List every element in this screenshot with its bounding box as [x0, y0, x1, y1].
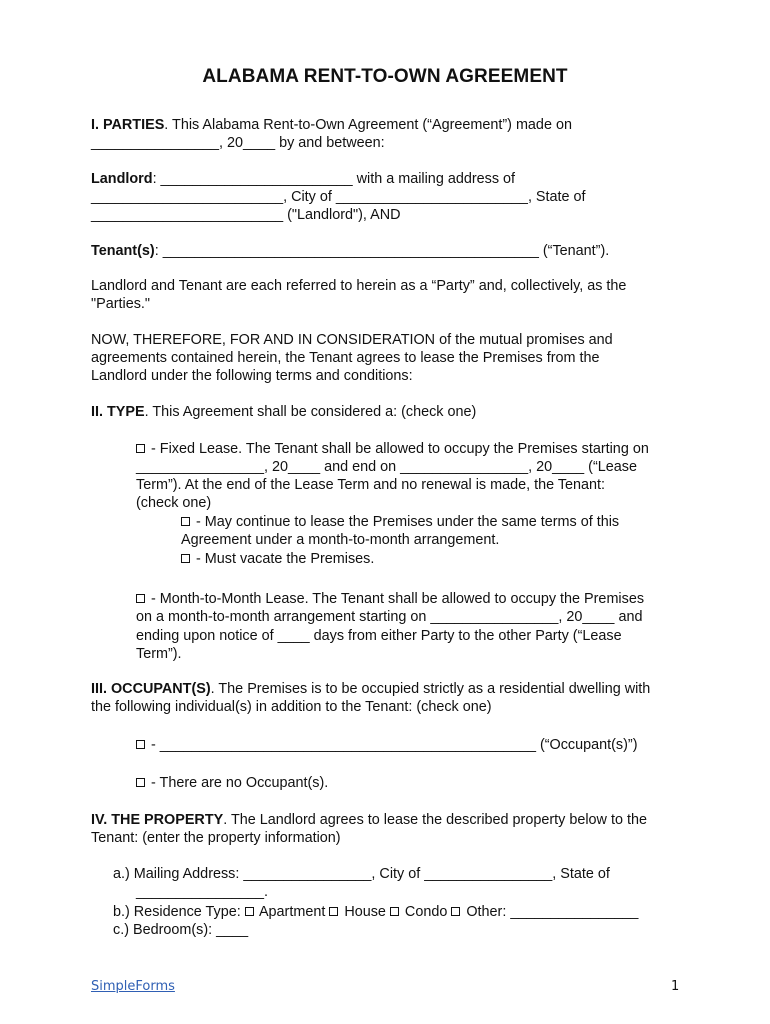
tenant-label: Tenant(s)	[91, 243, 155, 259]
document-title: ALABAMA RENT-TO-OWN AGREEMENT	[202, 66, 568, 87]
type-heading: II. TYPE	[91, 404, 145, 420]
landlord-line-2: ________________________, City of ________________________, State of	[91, 189, 586, 205]
vacate-option-line: - Must vacate the Premises.	[181, 550, 374, 568]
fixed-lease-line-1: - Fixed Lease. The Tenant shall be allowed to occupy the Premises starting on	[136, 440, 649, 458]
no-occupants-checkbox[interactable]	[136, 778, 145, 787]
property-residence-type: b.) Residence Type: Apartment House Condo Other: ________________	[113, 904, 639, 920]
party-definition-line-2: "Parties."	[91, 296, 151, 312]
other-checkbox[interactable]	[451, 907, 460, 916]
landlord-line-1: Landlord: ________________________ with a mailing address of	[91, 171, 516, 187]
type-line: II. TYPE. This Agreement shall be considered a: (check one)	[91, 404, 477, 420]
occupants-line-1: III. OCCUPANT(S). The Premises is to be occupied strictly as a residential dwelling with	[91, 681, 651, 697]
property-line-1: IV. THE PROPERTY. The Landlord agrees to lease the described property below to the	[91, 812, 647, 828]
condo-checkbox[interactable]	[390, 907, 399, 916]
apartment-checkbox[interactable]	[245, 907, 254, 916]
property-bedrooms: c.) Bedroom(s): ____	[113, 922, 249, 938]
monthly-lease-line-3: ending upon notice of ____ days from either Party to the other Party (“Lease	[136, 628, 622, 644]
parties-heading: I. PARTIES	[91, 117, 165, 133]
renew-option-line-2: Agreement under a month-to-month arrangement.	[181, 532, 500, 548]
parties-line-2: ________________, 20____ by and between:	[91, 135, 385, 151]
landlord-line-3: ________________________ ("Landlord"), AND	[91, 207, 401, 223]
landlord-label: Landlord	[91, 171, 153, 187]
page-number: 1	[671, 979, 680, 994]
renew-option-line-1: - May continue to lease the Premises under the same terms of this	[181, 513, 619, 531]
monthly-lease-line-1: - Month-to-Month Lease. The Tenant shall be allowed to occupy the Premises	[136, 590, 644, 608]
fixed-lease-line-4: (check one)	[136, 495, 212, 511]
month-to-month-lease-checkbox[interactable]	[136, 594, 145, 603]
occupants-option-none: - There are no Occupant(s).	[136, 774, 328, 792]
party-definition-line-1: Landlord and Tenant are each referred to herein as a “Party” and, collectively, as the	[91, 278, 627, 294]
fixed-lease-line-3: Term”). At the end of the Lease Term and no renewal is made, the Tenant:	[136, 477, 606, 493]
occupants-heading: III. OCCUPANT(S)	[91, 681, 211, 697]
footer-brand-link[interactable]: SimpleForms	[91, 979, 175, 994]
property-address-line-2: ________________.	[136, 884, 269, 900]
occupants-option-named: - _______________________________________________ (“Occupant(s)”)	[136, 736, 638, 754]
property-line-2: Tenant: (enter the property information)	[91, 830, 341, 846]
house-checkbox[interactable]	[329, 907, 338, 916]
month-to-month-continue-checkbox[interactable]	[181, 517, 190, 526]
consideration-line-1: NOW, THEREFORE, FOR AND IN CONSIDERATION of the mutual promises and	[91, 332, 613, 348]
property-address-line-1: a.) Mailing Address: ________________, City of ________________, State of	[113, 866, 610, 882]
occupants-named-checkbox[interactable]	[136, 740, 145, 749]
monthly-lease-line-2: on a month-to-month arrangement starting on ________________, 20____ and	[136, 609, 643, 625]
fixed-lease-line-2: ________________, 20____ and end on ________________, 20____ (“Lease	[136, 459, 637, 475]
tenant-line: Tenant(s): _______________________________________________ (“Tenant”).	[91, 243, 610, 259]
parties-line-1: I. PARTIES. This Alabama Rent-to-Own Agreement (“Agreement”) made on	[91, 117, 572, 133]
monthly-lease-line-4: Term”).	[136, 646, 182, 662]
fixed-lease-checkbox[interactable]	[136, 444, 145, 453]
consideration-line-3: Landlord under the following terms and conditions:	[91, 368, 413, 384]
occupants-line-2: the following individual(s) in addition to the Tenant: (check one)	[91, 699, 492, 715]
property-heading: IV. THE PROPERTY	[91, 812, 224, 828]
consideration-line-2: agreements contained herein, the Tenant agrees to lease the Premises from the	[91, 350, 600, 366]
must-vacate-checkbox[interactable]	[181, 554, 190, 563]
